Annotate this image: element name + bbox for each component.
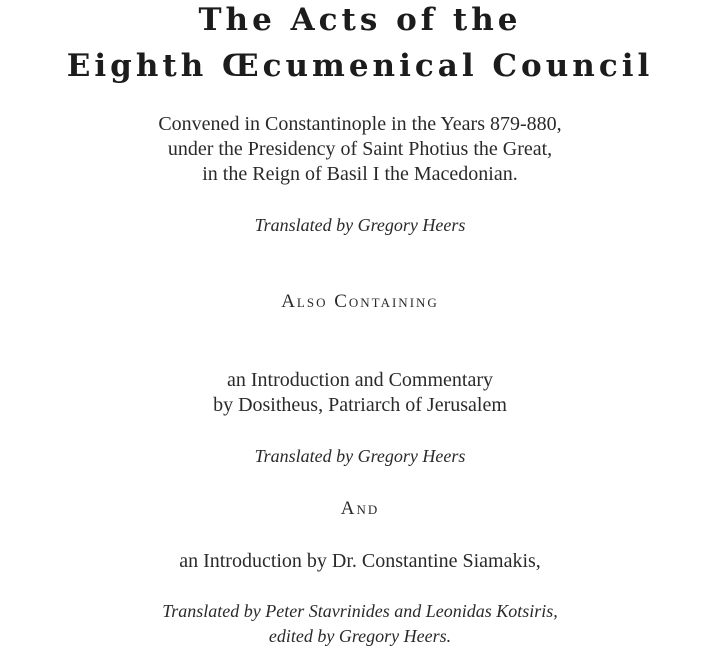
translator-credit-1: Translated by Gregory Heers [254, 215, 466, 235]
subtitle-line-2: under the Presidency of Saint Photius the Great, [167, 138, 553, 160]
translator-credit-2: Translated by Gregory Heers [254, 446, 466, 466]
and-heading: And [340, 498, 380, 519]
translator-credit-3-line-1: Translated by Peter Stavrinides and Leonidas Kotsiris, [162, 601, 558, 621]
subtitle-line-3: in the Reign of Basil I the Macedonian. [202, 163, 518, 185]
dositheus-line-2: by Dositheus, Patriarch of Jerusalem [213, 394, 507, 416]
title-line-1: The Acts of the [198, 2, 522, 38]
siamakis-line: an Introduction by Dr. Constantine Siamakis, [179, 550, 541, 572]
title-line-2: Eighth Œcumenical Council [66, 48, 654, 84]
translator-credit-3-line-2: edited by Gregory Heers. [268, 626, 452, 646]
dositheus-line-1: an Introduction and Commentary [226, 369, 494, 391]
subtitle-line-1: Convened in Constantinople in the Years 879-880, [158, 113, 562, 135]
also-containing-heading: Also Containing [281, 291, 439, 312]
